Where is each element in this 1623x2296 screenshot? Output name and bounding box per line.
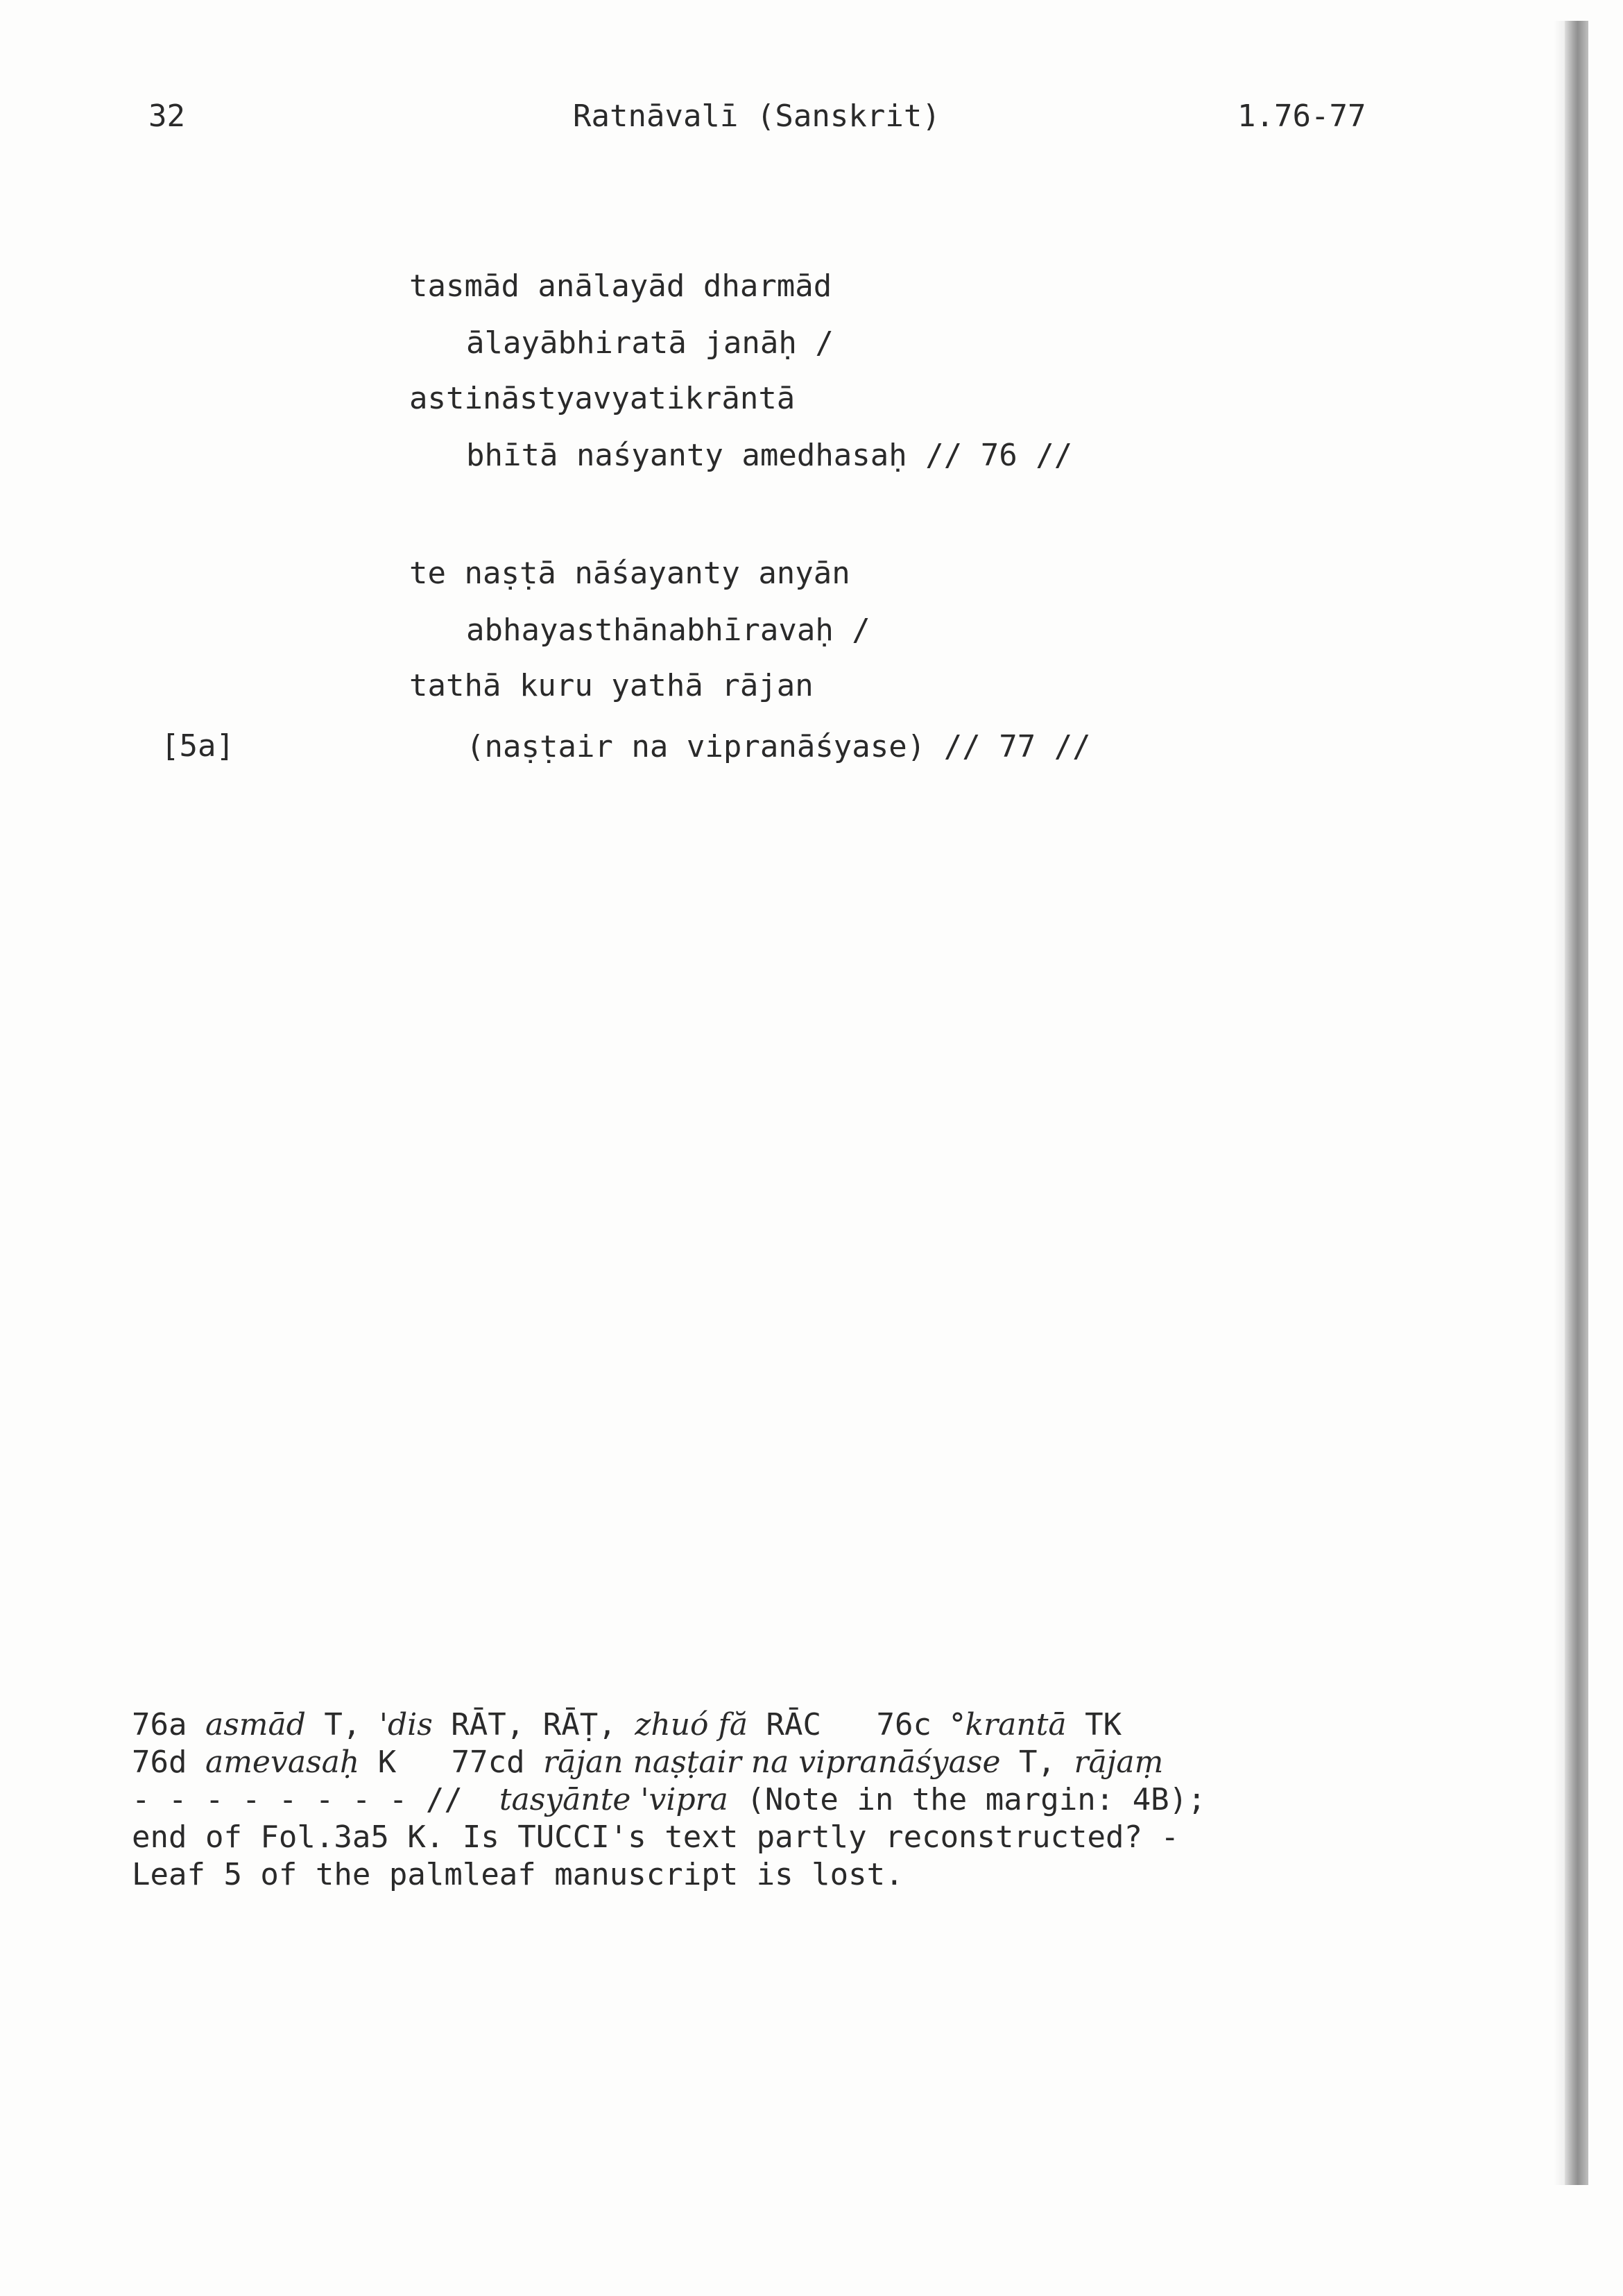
footnote-italic: tasyānte 'vipra [499,1782,728,1817]
page-header [0,96,1623,137]
footnote-italic: amevasaḥ [205,1745,360,1780]
footnote-text: RĀC 76c [748,1707,950,1742]
footnote-italic: rājan naṣṭair na vipranāśyase [543,1745,1001,1780]
verse-range: 1.76-77 [1237,98,1366,134]
footnote-line [132,1706,1408,1744]
footnote-line [132,1781,1408,1819]
footnote-italic: rājaṃ [1074,1745,1164,1780]
footnote-italic: asmād [205,1707,306,1742]
page-number: 32 [148,98,185,134]
verse-line: bhītā naśyanty amedhasaḥ // 76 // [466,438,1073,473]
verse-line: tasmād anālayād dharmād [409,268,832,304]
footnote-italic: 'dis [379,1707,433,1742]
verse-line: ālayābhiratā janāḥ / [466,325,834,361]
footnote-text: TK [1066,1707,1122,1742]
verse-line: astināstyavyatikrāntā [409,381,796,416]
footnote-text: RĀT, RĀṬ, [432,1707,635,1742]
scan-edge-shadow [1554,21,1565,2185]
footnote-text: 76a [132,1707,205,1742]
footnote-text: (Note in the margin: 4B); [728,1782,1206,1817]
footnote-line [132,1744,1408,1781]
footnote-line: end of Fol.3a5 K. Is TUCCI's text partly reconstructed? - [132,1819,1179,1855]
verse-line: abhayasthānabhīravaḥ / [466,612,870,648]
footnote-text: T, [1000,1745,1074,1780]
running-title: Ratnāvalī (Sanskrit) [573,98,941,134]
verse-line: te naṣṭā nāśayanty anyān [409,556,850,591]
footnote-text: - - - - - - - - // [132,1782,499,1817]
footnote-line: Leaf 5 of the palmleaf manuscript is lost. [132,1857,904,1892]
critical-apparatus [132,1706,1408,1894]
verse-line: tathā kuru yathā rājan [409,668,814,703]
footnote-text: T, [305,1707,379,1742]
verse-line: (naṣṭair na vipranāśyase) // 77 // [466,729,1091,764]
footnote-text: K 77cd [359,1745,544,1780]
scan-edge [1565,21,1588,2185]
footnote-italic: zhuó fă [635,1707,748,1742]
folio-reference: [5a] [161,728,234,764]
footnote-italic: °krantā [950,1707,1067,1742]
footnote-text: 76d [132,1745,205,1780]
